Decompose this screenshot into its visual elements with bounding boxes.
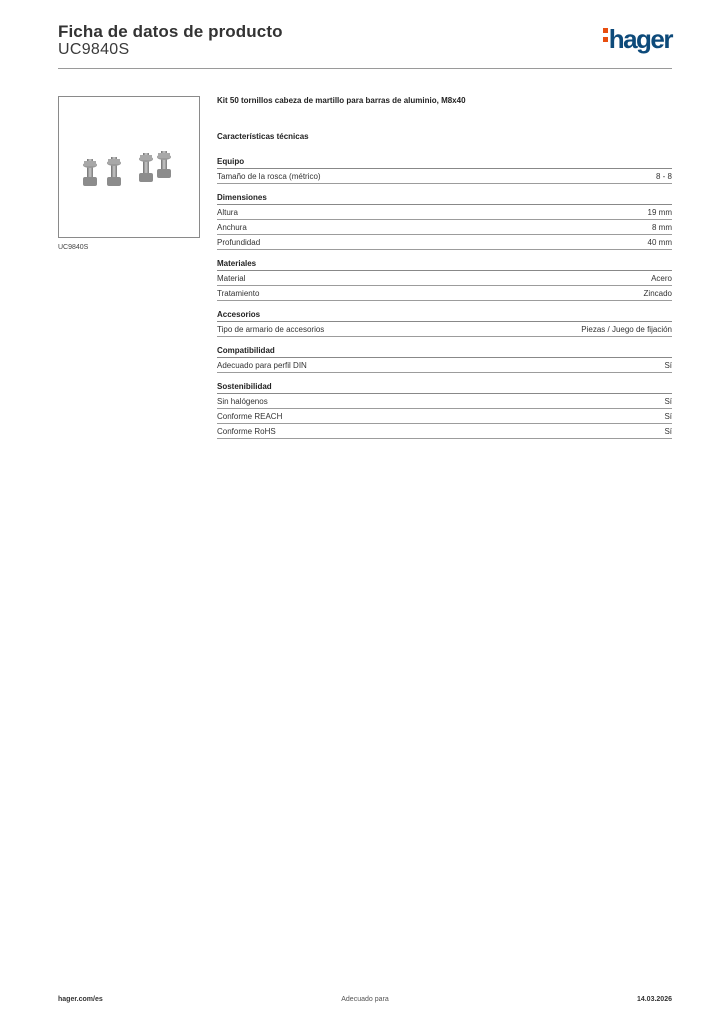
spec-value: 19 mm xyxy=(647,208,672,217)
product-image xyxy=(58,96,200,238)
logo-colon-icon xyxy=(603,24,609,46)
image-caption: UC9840S xyxy=(58,244,89,251)
hammer-head-bolt-set-icon xyxy=(59,97,199,237)
spec-value: 8 mm xyxy=(652,223,672,232)
page-footer xyxy=(58,996,672,1010)
bolt-2 xyxy=(107,157,121,186)
spec-value: Acero xyxy=(651,274,672,283)
spec-label: Material xyxy=(217,274,246,283)
page-header xyxy=(58,20,672,70)
spec-value: Sí xyxy=(664,427,672,436)
spec-value: Piezas / Juego de fijación xyxy=(581,325,672,334)
spec-row xyxy=(217,286,672,301)
section-title: Dimensiones xyxy=(217,193,672,205)
section-compatibilidad xyxy=(217,346,672,373)
spec-value: Sí xyxy=(664,361,672,370)
spec-label: Conforme REACH xyxy=(217,412,283,421)
spec-label: Adecuado para perfil DIN xyxy=(217,361,307,370)
spec-row xyxy=(217,358,672,373)
section-equipo xyxy=(217,157,672,184)
spec-value: 40 mm xyxy=(647,238,672,247)
spec-row xyxy=(217,205,672,220)
spec-row xyxy=(217,169,672,184)
header-divider xyxy=(58,68,672,69)
product-description: Kit 50 tornillos cabeza de martillo para barras de aluminio, M8x40 xyxy=(217,96,466,105)
footer-center-text: Adecuado para xyxy=(341,996,389,1003)
section-accesorios xyxy=(217,310,672,337)
spec-label: Tamaño de la rosca (métrico) xyxy=(217,172,321,181)
section-materiales xyxy=(217,259,672,301)
hager-logo xyxy=(603,26,672,52)
bolt-4 xyxy=(157,151,171,178)
bolt-3 xyxy=(139,153,153,182)
section-title: Materiales xyxy=(217,259,672,271)
spec-label: Profundidad xyxy=(217,238,261,247)
bolt-1 xyxy=(83,159,97,186)
footer-website-link[interactable]: hager.com/es xyxy=(58,996,103,1003)
section-sostenibilidad xyxy=(217,382,672,439)
spec-row xyxy=(217,424,672,439)
product-reference: UC9840S xyxy=(58,41,130,58)
logo-text: hager xyxy=(608,24,672,54)
spec-label: Sin halógenos xyxy=(217,397,268,406)
section-title: Sostenibilidad xyxy=(217,382,672,394)
section-title: Equipo xyxy=(217,157,672,169)
spec-row xyxy=(217,409,672,424)
spec-row xyxy=(217,322,672,337)
spec-value: Sí xyxy=(664,412,672,421)
specifications xyxy=(217,96,672,448)
spec-value: Sí xyxy=(664,397,672,406)
spec-row xyxy=(217,271,672,286)
spec-label: Tratamiento xyxy=(217,289,260,298)
spec-label: Tipo de armario de accesorios xyxy=(217,325,325,334)
spec-row xyxy=(217,220,672,235)
spec-value: Zincado xyxy=(643,289,672,298)
section-title: Accesorios xyxy=(217,310,672,322)
spec-row xyxy=(217,235,672,250)
spec-value: 8 - 8 xyxy=(655,172,672,181)
spec-label: Altura xyxy=(217,208,238,217)
spec-label: Anchura xyxy=(217,223,247,232)
section-dimensiones xyxy=(217,193,672,250)
document-title: Ficha de datos de producto xyxy=(58,22,283,41)
technical-characteristics-heading: Características técnicas xyxy=(217,132,309,141)
spec-row xyxy=(217,394,672,409)
section-title: Compatibilidad xyxy=(217,346,672,358)
footer-date: 14.03.2026 xyxy=(636,996,672,1003)
spec-label: Conforme RoHS xyxy=(217,427,276,436)
